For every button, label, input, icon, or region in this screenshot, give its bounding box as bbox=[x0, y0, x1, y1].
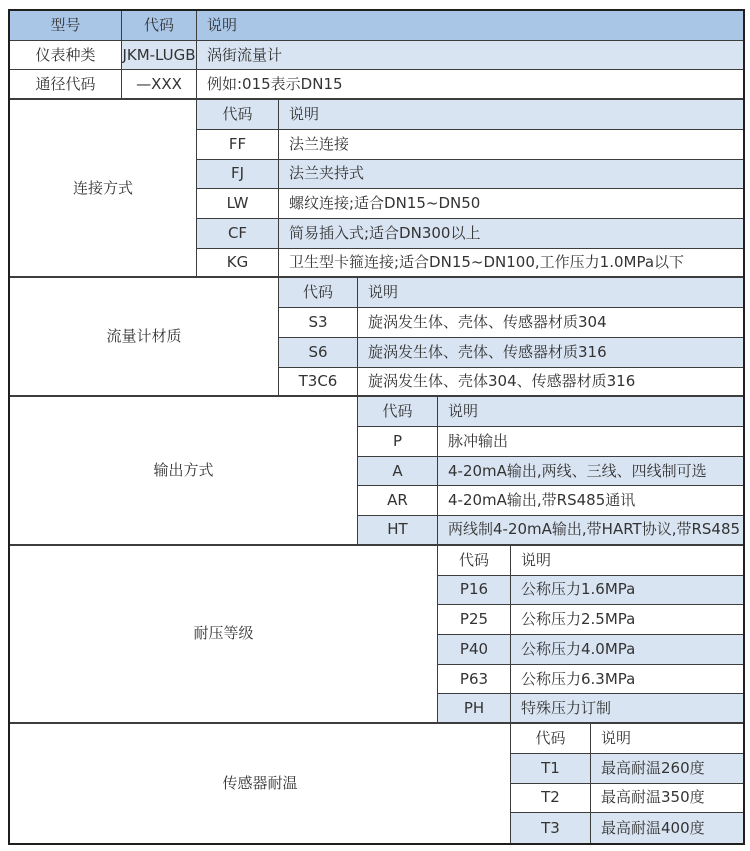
code-cell: P40 bbox=[438, 635, 511, 665]
desc-cell: 卫生型卡箍连接;适合DN15~DN100,工作压力1.0MPa以下 bbox=[279, 249, 743, 279]
subheader-desc-cell: 说明 bbox=[591, 724, 743, 754]
desc-cell: 两线制4-20mA输出,带HART协议,带RS485 bbox=[438, 516, 743, 546]
row-label-cell: 仪表种类 bbox=[10, 41, 122, 71]
subheader-desc-cell: 说明 bbox=[358, 278, 743, 308]
section-label-cell: 流量计材质 bbox=[10, 278, 279, 397]
desc-cell: 脉冲输出 bbox=[438, 427, 743, 457]
code-cell: LW bbox=[197, 189, 279, 219]
subheader-desc-cell: 说明 bbox=[279, 100, 743, 130]
code-cell: P16 bbox=[438, 576, 511, 606]
code-cell: CF bbox=[197, 219, 279, 249]
code-cell: S3 bbox=[279, 308, 358, 338]
code-cell: T2 bbox=[511, 784, 591, 814]
subheader-desc-cell: 说明 bbox=[438, 397, 743, 427]
subheader-code-cell: 代码 bbox=[511, 724, 591, 754]
code-cell: FF bbox=[197, 130, 279, 160]
desc-cell: 旋涡发生体、壳体304、传感器材质316 bbox=[358, 368, 743, 398]
code-cell: PH bbox=[438, 694, 511, 724]
subheader-code-cell: 代码 bbox=[438, 546, 511, 576]
desc-cell: 最高耐温350度 bbox=[591, 784, 743, 814]
desc-cell: 4-20mA输出,带RS485通讯 bbox=[438, 486, 743, 516]
desc-cell: 法兰连接 bbox=[279, 130, 743, 160]
desc-cell: 法兰夹持式 bbox=[279, 160, 743, 190]
code-cell: P bbox=[358, 427, 438, 457]
subheader-code-cell: 代码 bbox=[197, 100, 279, 130]
code-cell: FJ bbox=[197, 160, 279, 190]
code-cell: —XXX bbox=[122, 70, 197, 100]
desc-cell: 螺纹连接;适合DN15~DN50 bbox=[279, 189, 743, 219]
desc-cell: 公称压力1.6MPa bbox=[511, 576, 743, 606]
section-label-cell: 传感器耐温 bbox=[10, 724, 511, 843]
code-cell: HT bbox=[358, 516, 438, 546]
desc-cell: 公称压力2.5MPa bbox=[511, 605, 743, 635]
section-label-cell: 连接方式 bbox=[10, 100, 197, 278]
code-cell: P25 bbox=[438, 605, 511, 635]
model-selection-table bbox=[8, 9, 745, 845]
section-label-cell: 耐压等级 bbox=[10, 546, 438, 724]
code-cell: T3C6 bbox=[279, 368, 358, 398]
header-cell-code: 代码 bbox=[122, 11, 197, 41]
desc-cell: 4-20mA输出,两线、三线、四线制可选 bbox=[438, 457, 743, 487]
desc-cell: 最高耐温400度 bbox=[591, 813, 743, 843]
code-cell: A bbox=[358, 457, 438, 487]
desc-cell: 旋涡发生体、壳体、传感器材质316 bbox=[358, 338, 743, 368]
desc-cell: 公称压力6.3MPa bbox=[511, 665, 743, 695]
desc-cell: 最高耐温260度 bbox=[591, 754, 743, 784]
desc-cell: 特殊压力订制 bbox=[511, 694, 743, 724]
code-cell: S6 bbox=[279, 338, 358, 368]
subheader-code-cell: 代码 bbox=[358, 397, 438, 427]
code-cell: T1 bbox=[511, 754, 591, 784]
code-cell: JKM-LUGB bbox=[122, 41, 197, 71]
header-cell-model: 型号 bbox=[10, 11, 122, 41]
desc-cell: 公称压力4.0MPa bbox=[511, 635, 743, 665]
subheader-desc-cell: 说明 bbox=[511, 546, 743, 576]
subheader-code-cell: 代码 bbox=[279, 278, 358, 308]
row-label-cell: 通径代码 bbox=[10, 70, 122, 100]
desc-cell: 旋涡发生体、壳体、传感器材质304 bbox=[358, 308, 743, 338]
code-cell: AR bbox=[358, 486, 438, 516]
desc-cell: 例如:015表示DN15 bbox=[197, 70, 743, 100]
desc-cell: 涡街流量计 bbox=[197, 41, 743, 71]
section-label-cell: 输出方式 bbox=[10, 397, 358, 546]
code-cell: P63 bbox=[438, 665, 511, 695]
code-cell: KG bbox=[197, 249, 279, 279]
header-cell-desc: 说明 bbox=[197, 11, 743, 41]
desc-cell: 简易插入式;适合DN300以上 bbox=[279, 219, 743, 249]
code-cell: T3 bbox=[511, 813, 591, 843]
